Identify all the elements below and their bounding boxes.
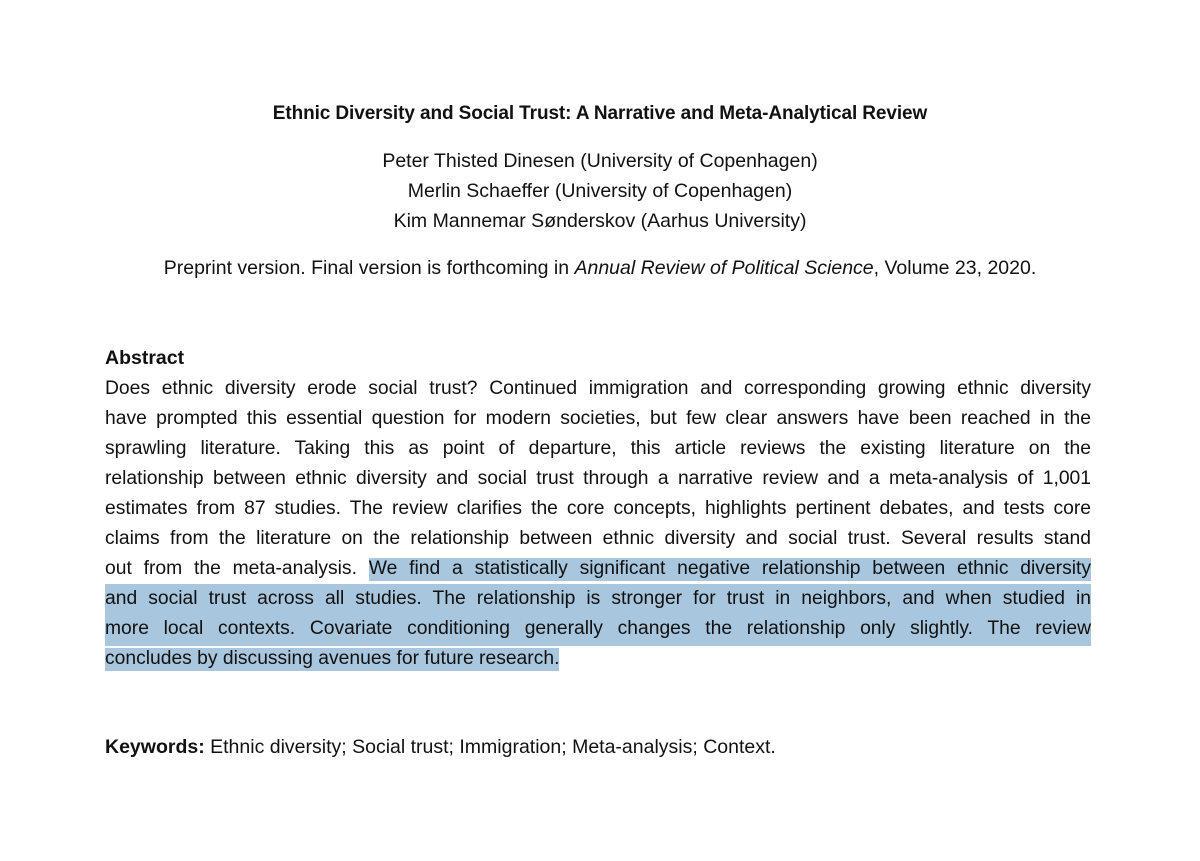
abstract-line: Does ethnic diversity erode social trust? Continued immigration and corresponding growing ethnic diversity <box>105 378 1091 399</box>
abstract-line-plain-part: out from the meta-analysis. <box>105 558 369 579</box>
author-2[interactable]: Merlin Schaeffer (University of Copenhagen) <box>407 180 793 202</box>
abstract-line-highlighted <box>105 644 1091 674</box>
abstract-line-highlighted <box>105 584 1091 614</box>
preprint-prefix: Preprint version. Final version is forthcoming in <box>163 257 575 279</box>
keywords-label: Keywords: <box>105 736 205 758</box>
abstract-body[interactable] <box>105 374 1091 674</box>
keywords-value: Ethnic diversity; Social trust; Immigration; Meta-analysis; Context. <box>204 736 776 758</box>
abstract-heading[interactable]: Abstract <box>105 347 185 369</box>
abstract-line: relationship between ethnic diversity and social trust through a narrative review and a meta-analysis of 1,001 <box>105 468 1091 489</box>
journal-name: Annual Review of Political Science <box>574 257 874 279</box>
author-3[interactable]: Kim Mannemar Sønderskov (Aarhus University) <box>393 210 807 232</box>
preprint-note[interactable] <box>0 257 1200 280</box>
selected-text[interactable]: and social trust across all studies. The relationship is stronger for trust in neighbors, and when studied in <box>105 584 1091 616</box>
preprint-suffix: , Volume 23, 2020. <box>873 257 1037 279</box>
selected-text[interactable]: We find a statistically significant negative relationship between ethnic diversity <box>368 558 1092 579</box>
paper-title[interactable]: Ethnic Diversity and Social Trust: A Narrative and Meta-Analytical Review <box>272 103 928 124</box>
abstract-line-highlighted <box>105 614 1091 644</box>
abstract-line: estimates from 87 studies. The review clarifies the core concepts, highlights pertinent debates, and tests core <box>105 498 1091 519</box>
abstract-line: sprawling literature. Taking this as point of departure, this article reviews the existing literature on the <box>105 438 1091 459</box>
abstract-line: have prompted this essential question for modern societies, but few clear answers have been reached in the <box>105 408 1091 429</box>
keywords[interactable] <box>105 736 776 759</box>
abstract-line-mixed <box>105 554 1091 584</box>
selected-text[interactable]: more local contexts. Covariate conditioning generally changes the relationship only slightly. The review <box>105 614 1091 646</box>
author-1[interactable]: Peter Thisted Dinesen (University of Copenhagen) <box>382 150 818 172</box>
selected-text[interactable]: concludes by discussing avenues for future research. <box>105 648 560 669</box>
abstract-line: claims from the literature on the relationship between ethnic diversity and social trust. Several results stand <box>105 528 1091 549</box>
